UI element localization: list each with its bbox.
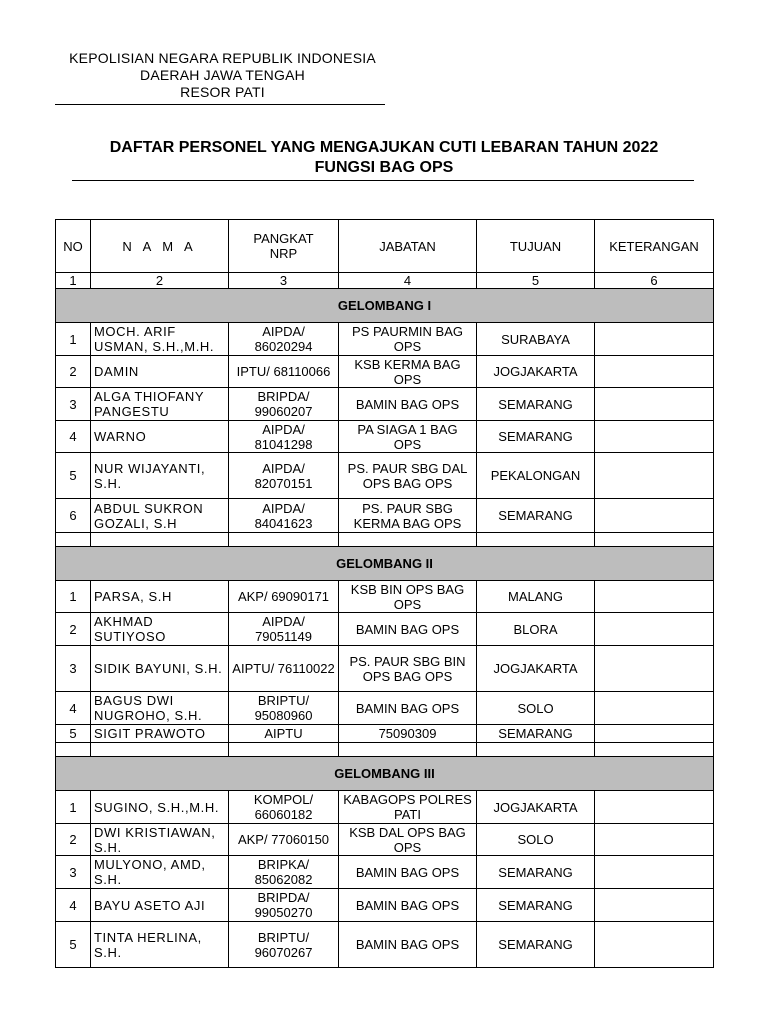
cell-jabatan: BAMIN BAG OPS: [339, 856, 477, 889]
cell-jabatan: BAMIN BAG OPS: [339, 388, 477, 421]
cell-tujuan: PEKALONGAN: [477, 453, 595, 499]
table-row: [56, 922, 714, 968]
cell-nama: SIDIK BAYUNI, S.H.: [91, 646, 229, 692]
column-header-row: [56, 220, 714, 273]
cell-tujuan: SOLO: [477, 692, 595, 725]
cell-pangkat-nrp: IPTU/ 68110066: [229, 356, 339, 388]
cell-keterangan: [595, 323, 714, 356]
blank-cell: [339, 533, 477, 547]
cell-tujuan: SEMARANG: [477, 922, 595, 968]
cell-jabatan: PS. PAUR SBG BIN OPS BAG OPS: [339, 646, 477, 692]
cell-jabatan: KSB BIN OPS BAG OPS: [339, 581, 477, 613]
group-title: GELOMBANG I: [56, 289, 714, 323]
table-row: [56, 421, 714, 453]
blank-cell: [477, 743, 595, 757]
cell-nama: ABDUL SUKRON GOZALI, S.H: [91, 499, 229, 533]
cell-keterangan: [595, 692, 714, 725]
agency-resort: RESOR PATI: [180, 84, 265, 100]
cell-no: 3: [56, 388, 91, 421]
col-pangkat-label: PANGKAT: [253, 231, 314, 246]
cell-tujuan: BLORA: [477, 613, 595, 646]
agency-header: [55, 50, 390, 101]
col-nama-header: N A M A: [91, 220, 229, 273]
table-row: [56, 323, 714, 356]
cell-pangkat-nrp: BRIPDA/ 99060207: [229, 388, 339, 421]
cell-pangkat-nrp: AIPDA/ 79051149: [229, 613, 339, 646]
cell-keterangan: [595, 613, 714, 646]
cell-jabatan: PS PAURMIN BAG OPS: [339, 323, 477, 356]
cell-keterangan: [595, 824, 714, 856]
cell-tujuan: MALANG: [477, 581, 595, 613]
column-number: 5: [477, 273, 595, 289]
cell-pangkat-nrp: BRIPTU/ 96070267: [229, 922, 339, 968]
table-row: [56, 356, 714, 388]
cell-nama: SUGINO, S.H.,M.H.: [91, 791, 229, 824]
group-header-row: [56, 547, 714, 581]
cell-jabatan: PS. PAUR SBG DAL OPS BAG OPS: [339, 453, 477, 499]
blank-cell: [595, 743, 714, 757]
cell-no: 4: [56, 421, 91, 453]
cell-tujuan: JOGJAKARTA: [477, 791, 595, 824]
cell-jabatan: BAMIN BAG OPS: [339, 889, 477, 922]
blank-cell: [477, 533, 595, 547]
cell-keterangan: [595, 581, 714, 613]
cell-jabatan: BAMIN BAG OPS: [339, 922, 477, 968]
col-pangkat-header: [229, 220, 339, 273]
cell-nama: NUR WIJAYANTI, S.H.: [91, 453, 229, 499]
cell-jabatan: BAMIN BAG OPS: [339, 692, 477, 725]
document-title: [0, 138, 768, 178]
cell-pangkat-nrp: BRIPDA/ 99050270: [229, 889, 339, 922]
cell-tujuan: SEMARANG: [477, 499, 595, 533]
cell-nama: DWI KRISTIAWAN, S.H.: [91, 824, 229, 856]
cell-nama: BAYU ASETO AJI: [91, 889, 229, 922]
title-line-2: FUNGSI BAG OPS: [314, 159, 454, 176]
cell-tujuan: SEMARANG: [477, 421, 595, 453]
cell-keterangan: [595, 356, 714, 388]
column-number: 4: [339, 273, 477, 289]
cell-jabatan: KSB DAL OPS BAG OPS: [339, 824, 477, 856]
col-jabatan-header: JABATAN: [339, 220, 477, 273]
cell-nama: TINTA HERLINA, S.H.: [91, 922, 229, 968]
cell-jabatan: KSB KERMA BAG OPS: [339, 356, 477, 388]
table-row: [56, 889, 714, 922]
cell-jabatan: BAMIN BAG OPS: [339, 613, 477, 646]
cell-nama: PARSA, S.H: [91, 581, 229, 613]
table-row: [56, 613, 714, 646]
cell-no: 2: [56, 824, 91, 856]
cell-keterangan: [595, 646, 714, 692]
blank-cell: [339, 743, 477, 757]
group-title: GELOMBANG III: [56, 757, 714, 791]
cell-keterangan: [595, 922, 714, 968]
blank-cell: [595, 533, 714, 547]
blank-cell: [91, 743, 229, 757]
cell-pangkat-nrp: AIPTU/ 76110022: [229, 646, 339, 692]
cell-keterangan: [595, 453, 714, 499]
cell-pangkat-nrp: AKP/ 69090171: [229, 581, 339, 613]
col-keterangan-header: KETERANGAN: [595, 220, 714, 273]
blank-cell: [91, 533, 229, 547]
cell-keterangan: [595, 388, 714, 421]
header-divider: [55, 104, 385, 105]
agency-name: KEPOLISIAN NEGARA REPUBLIK INDONESIA: [69, 50, 376, 66]
cell-no: 1: [56, 323, 91, 356]
cell-jabatan: PS. PAUR SBG KERMA BAG OPS: [339, 499, 477, 533]
title-divider: [72, 180, 694, 181]
table-row: [56, 453, 714, 499]
group-header-row: [56, 289, 714, 323]
cell-keterangan: [595, 856, 714, 889]
cell-tujuan: SEMARANG: [477, 889, 595, 922]
group-title: GELOMBANG II: [56, 547, 714, 581]
column-number: 6: [595, 273, 714, 289]
blank-cell: [229, 743, 339, 757]
cell-no: 4: [56, 889, 91, 922]
blank-cell: [56, 533, 91, 547]
cell-nama: MULYONO, AMD, S.H.: [91, 856, 229, 889]
cell-jabatan: 75090309: [339, 725, 477, 743]
table-row: [56, 581, 714, 613]
cell-tujuan: SURABAYA: [477, 323, 595, 356]
cell-no: 2: [56, 613, 91, 646]
title-line-1: DAFTAR PERSONEL YANG MENGAJUKAN CUTI LEBARAN TAHUN 2022: [109, 139, 659, 156]
cell-pangkat-nrp: AIPDA/ 86020294: [229, 323, 339, 356]
blank-row: [56, 743, 714, 757]
cell-no: 1: [56, 791, 91, 824]
personnel-table: [55, 219, 714, 968]
cell-nama: AKHMAD SUTIYOSO: [91, 613, 229, 646]
cell-nama: ALGA THIOFANY PANGESTU: [91, 388, 229, 421]
table-body: [56, 220, 714, 968]
table-row: [56, 388, 714, 421]
cell-keterangan: [595, 889, 714, 922]
column-number: 3: [229, 273, 339, 289]
cell-tujuan: SOLO: [477, 824, 595, 856]
cell-no: 3: [56, 856, 91, 889]
cell-keterangan: [595, 421, 714, 453]
agency-region: DAERAH JAWA TENGAH: [140, 67, 305, 83]
cell-nama: WARNO: [91, 421, 229, 453]
table-row: [56, 791, 714, 824]
cell-keterangan: [595, 499, 714, 533]
cell-keterangan: [595, 791, 714, 824]
table-row: [56, 824, 714, 856]
cell-pangkat-nrp: AIPDA/ 84041623: [229, 499, 339, 533]
cell-keterangan: [595, 725, 714, 743]
column-number-row: [56, 273, 714, 289]
cell-nama: MOCH. ARIF USMAN, S.H.,M.H.: [91, 323, 229, 356]
cell-nama: DAMIN: [91, 356, 229, 388]
cell-no: 5: [56, 725, 91, 743]
col-no-header: NO: [56, 220, 91, 273]
table-row: [56, 856, 714, 889]
cell-pangkat-nrp: AKP/ 77060150: [229, 824, 339, 856]
column-number: 1: [56, 273, 91, 289]
cell-pangkat-nrp: BRIPKA/ 85062082: [229, 856, 339, 889]
cell-no: 1: [56, 581, 91, 613]
cell-tujuan: JOGJAKARTA: [477, 646, 595, 692]
group-header-row: [56, 757, 714, 791]
cell-jabatan: PA SIAGA 1 BAG OPS: [339, 421, 477, 453]
cell-no: 5: [56, 922, 91, 968]
blank-row: [56, 533, 714, 547]
cell-nama: SIGIT PRAWOTO: [91, 725, 229, 743]
table-row: [56, 692, 714, 725]
col-tujuan-header: TUJUAN: [477, 220, 595, 273]
cell-tujuan: JOGJAKARTA: [477, 356, 595, 388]
column-number: 2: [91, 273, 229, 289]
cell-tujuan: SEMARANG: [477, 388, 595, 421]
cell-no: 3: [56, 646, 91, 692]
col-nrp-label: NRP: [269, 246, 298, 261]
table-row: [56, 646, 714, 692]
blank-cell: [229, 533, 339, 547]
cell-pangkat-nrp: AIPDA/ 82070151: [229, 453, 339, 499]
cell-no: 5: [56, 453, 91, 499]
table-row: [56, 725, 714, 743]
cell-pangkat-nrp: KOMPOL/ 66060182: [229, 791, 339, 824]
cell-no: 2: [56, 356, 91, 388]
cell-pangkat-nrp: AIPDA/ 81041298: [229, 421, 339, 453]
cell-pangkat-nrp: AIPTU: [229, 725, 339, 743]
table-row: [56, 499, 714, 533]
cell-pangkat-nrp: BRIPTU/ 95080960: [229, 692, 339, 725]
cell-nama: BAGUS DWI NUGROHO, S.H.: [91, 692, 229, 725]
blank-cell: [56, 743, 91, 757]
cell-tujuan: SEMARANG: [477, 725, 595, 743]
cell-tujuan: SEMARANG: [477, 856, 595, 889]
cell-no: 6: [56, 499, 91, 533]
cell-jabatan: KABAGOPS POLRES PATI: [339, 791, 477, 824]
cell-no: 4: [56, 692, 91, 725]
